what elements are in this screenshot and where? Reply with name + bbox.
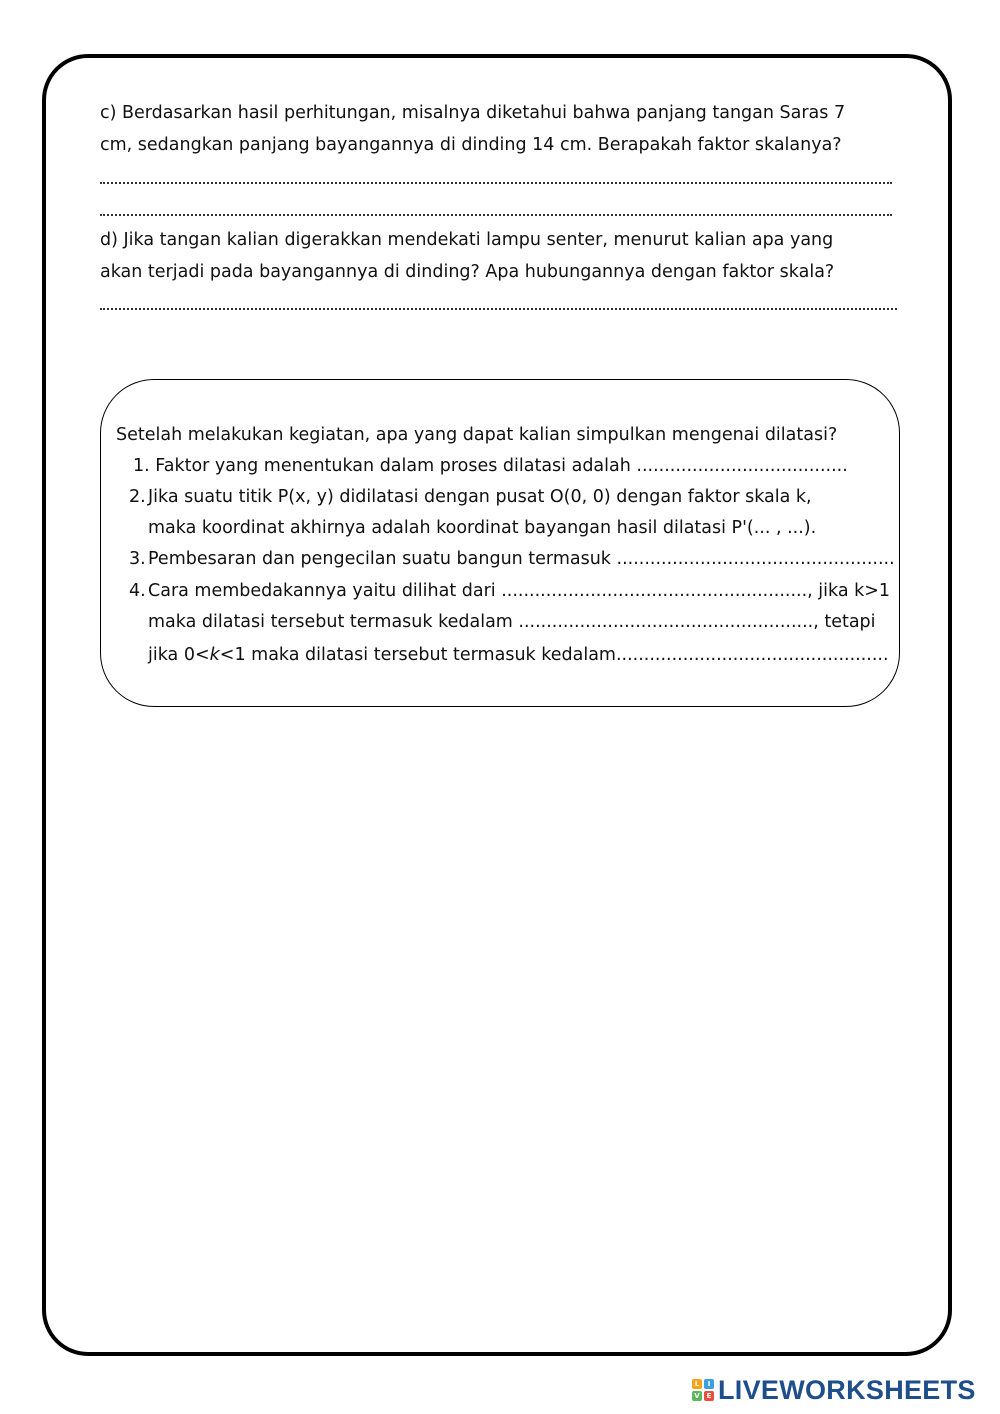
item-4-line3-prefix: jika 0<	[148, 645, 210, 665]
liveworksheets-brand	[692, 1374, 976, 1405]
conclusion-item-1	[133, 451, 848, 482]
item-4-line3-suffix: <1 maka dilatasi tersebut termasuk kedalam.................................................	[219, 645, 889, 665]
item-2-number: 2.	[129, 487, 146, 507]
item-1-number: 1.	[133, 456, 150, 476]
conclusion-item-4-line3[interactable]	[148, 640, 889, 671]
question-c	[100, 97, 900, 161]
question-d-line1: d) Jika tangan kalian digerakkan mendekati lampu senter, menurut kalian apa yang	[100, 230, 834, 250]
item-3-number: 3.	[129, 549, 146, 569]
answer-line-c-2[interactable]	[100, 204, 892, 216]
logo-tile-i: I	[704, 1379, 714, 1389]
logo-tile-l: L	[692, 1379, 702, 1389]
question-c-text-1: c) Berdasarkan hasil perhitungan, misalnya diketahui bahwa panjang tangan Saras 7	[100, 103, 846, 123]
question-d	[100, 224, 900, 288]
answer-line-c-1[interactable]	[100, 172, 892, 184]
item-4-variable-k: k	[209, 645, 220, 665]
conclusion-prompt: Setelah melakukan kegiatan, apa yang dapat kalian simpulkan mengenai dilatasi?	[116, 425, 838, 445]
conclusion-item-4-line2[interactable]: maka dilatasi tersebut termasuk kedalam ....................................................., tetapi	[148, 612, 876, 632]
item-1-text[interactable]: Faktor yang menentukan dalam proses dilatasi adalah ......................................	[155, 456, 848, 476]
logo-tile-v: V	[692, 1391, 702, 1401]
liveworksheets-logo-icon	[692, 1379, 714, 1401]
conclusion-item-2-line2[interactable]: maka koordinat akhirnya adalah koordinat bayangan hasil dilatasi P'(... , ...).	[148, 518, 817, 538]
conclusion-item-2-line1	[148, 482, 886, 513]
question-c-line2: cm, sedangkan panjang bayangannya di dinding 14 cm. Berapakah faktor skalanya?	[100, 135, 842, 155]
conclusion-item-3[interactable]: Pembesaran dan pengecilan suatu bangun termasuk ..................................................	[148, 549, 895, 569]
question-c-line1	[100, 97, 900, 129]
item-4-number: 4.	[129, 581, 146, 601]
question-d-line2: akan terjadi pada bayangannya di dinding? Apa hubungannya dengan faktor skala?	[100, 262, 835, 282]
answer-line-d-1[interactable]	[100, 298, 897, 310]
logo-tile-e: E	[704, 1391, 714, 1401]
item-2-text-1: Jika suatu titik P(x, y) didilatasi dengan pusat O(0, 0) dengan faktor skala k,	[148, 487, 812, 507]
brand-name: LIVEWORKSHEETS	[718, 1374, 976, 1405]
conclusion-item-4-line1[interactable]: Cara membedakannya yaitu dilihat dari ......................................................., jika k>1	[148, 581, 891, 601]
